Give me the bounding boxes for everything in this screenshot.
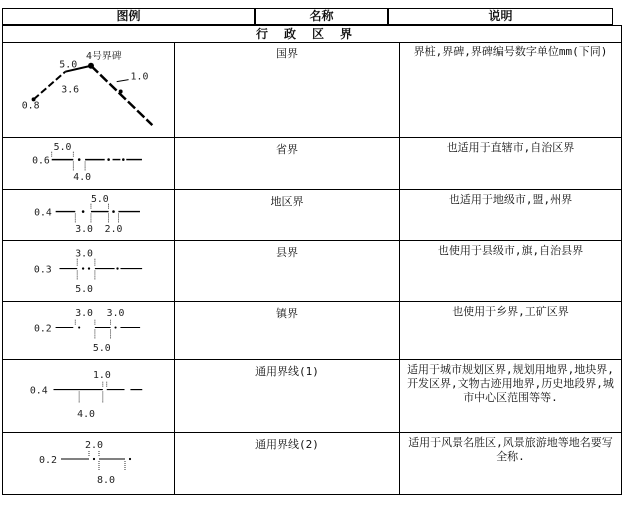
legend-row-general-boundary-1: [3, 360, 621, 433]
general-boundary-1-symbol: [3, 360, 175, 432]
dim-label: 4.0: [77, 409, 95, 421]
dim-label: 0.3: [33, 264, 52, 276]
boundary-marker-label: 4号界碑: [86, 50, 122, 62]
dim-label: 3.0: [106, 307, 125, 319]
dim-label: 3.0: [75, 224, 93, 236]
row-name: 地区界: [270, 195, 304, 208]
header-description: 说明: [388, 8, 613, 25]
row-name: 通用界线(2): [255, 438, 319, 451]
row-name: 镇界: [276, 307, 298, 320]
dim-label: 1.0: [130, 71, 149, 83]
row-description: 也使用于乡界,工矿区界: [452, 305, 569, 318]
row-name: 县界: [276, 246, 298, 259]
dim-label: 3.0: [75, 248, 93, 260]
dim-label: 1.0: [92, 369, 111, 381]
row-description: 也适用于直辖市,自治区界: [446, 141, 575, 154]
provincial-border-symbol: [3, 138, 175, 189]
header-legend: 图例: [2, 8, 255, 25]
legend-row-general-boundary-2: [3, 433, 621, 494]
dim-label: 2.0: [104, 224, 123, 236]
prefecture-border-symbol: [3, 190, 175, 240]
row-name: 通用界线(1): [255, 365, 319, 378]
dim-label: 5.0: [53, 141, 72, 153]
legend-row-provincial-border: [3, 138, 621, 190]
section-title: 行政区界: [3, 26, 621, 43]
dim-label: 8.0: [97, 475, 116, 486]
row-description: 适用于城市规划区界,规划用地界,地块界,开发区界,文物古迹用地界,历史地段界,城市中心区范围等等.: [407, 363, 614, 404]
dim-label: 4.0: [73, 172, 92, 184]
dim-label: 5.0: [90, 193, 109, 205]
row-description: 也适用于地级市,盟,州界: [448, 193, 573, 206]
dim-label: 5.0: [75, 284, 93, 296]
row-description: 也使用于县级市,旗,自治县界: [437, 244, 584, 257]
dim-label: 0.2: [33, 323, 52, 335]
legend-row-national-border: [3, 42, 621, 138]
legend-row-town-border: [3, 302, 621, 360]
row-name: 国界: [276, 47, 298, 60]
row-name: 省界: [276, 143, 298, 156]
dim-label: 0.2: [39, 455, 58, 466]
dim-label: 0.4: [29, 385, 48, 397]
dim-label: 5.0: [92, 343, 111, 355]
dim-label: 3.6: [61, 84, 80, 96]
national-border-symbol: [3, 42, 175, 137]
legend-table: [2, 25, 622, 495]
general-boundary-2-symbol: [3, 433, 175, 494]
dim-label: 5.0: [59, 59, 78, 71]
dim-label: 0.8: [21, 100, 40, 112]
row-description: 适用于风景名胜区,风景旅游地等地名要写全称.: [408, 436, 613, 463]
row-description: 界桩,界碑,界碑编号数字单位mm(下同): [413, 45, 608, 58]
legend-row-prefecture-border: [3, 190, 621, 241]
dim-label: 2.0: [85, 440, 104, 451]
legend-row-county-border: [3, 241, 621, 302]
header-name: 名称: [255, 8, 388, 25]
dim-label: 3.0: [75, 307, 93, 319]
dim-label: 0.4: [34, 207, 52, 219]
county-border-symbol: [3, 241, 175, 301]
town-border-symbol: [3, 302, 175, 359]
dim-label: 0.6: [32, 155, 50, 167]
